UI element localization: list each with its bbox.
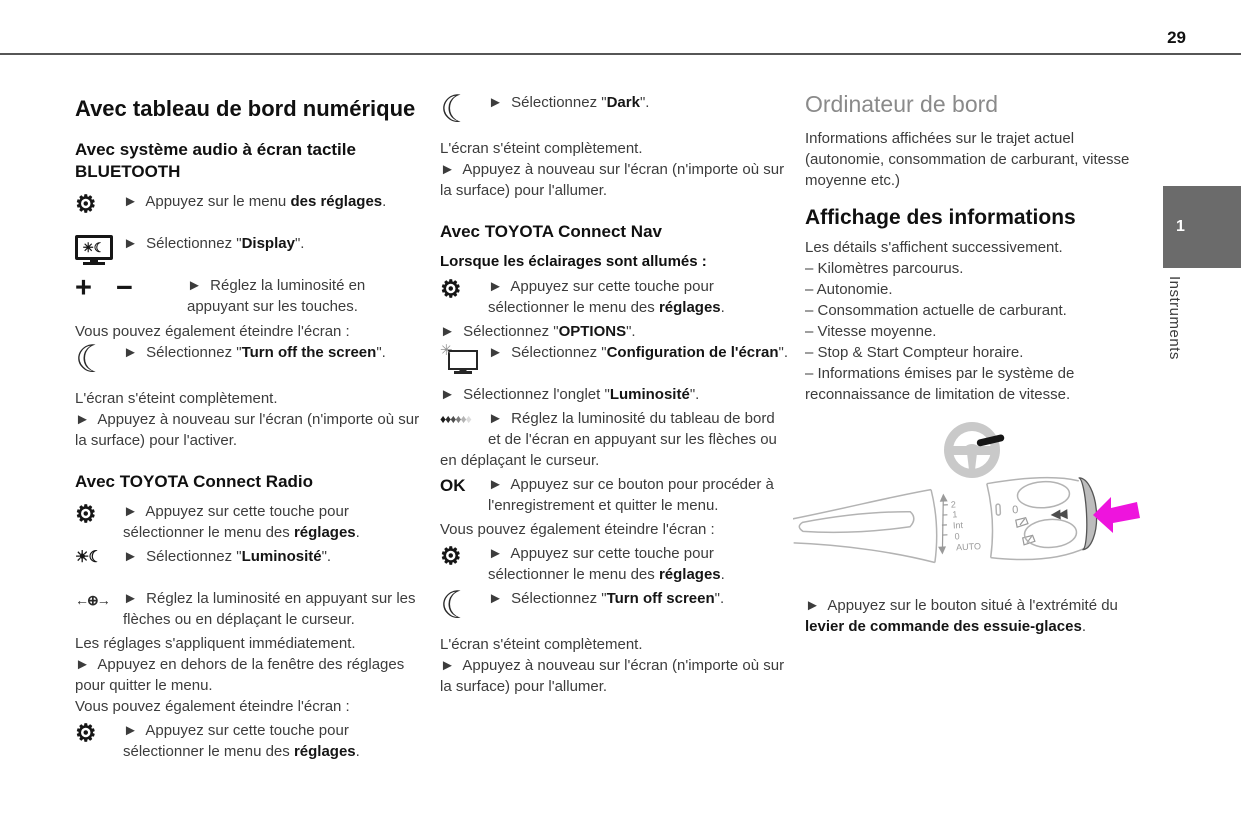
step-settings-menu	[75, 720, 423, 762]
step-luminosite	[75, 546, 423, 567]
step-dark	[440, 89, 790, 131]
note-wake: ► Appuyez à nouveau sur l'écran (n'importe où sur la surface) pour l'allumer.	[440, 657, 785, 695]
step-text: ► Sélectionnez "Turn off the screen".	[123, 344, 386, 361]
note-turn-off: Vous pouvez également éteindre l'écran :	[440, 521, 715, 538]
plus-minus-icon	[75, 272, 187, 321]
intro-text: Informations affichées sur le trajet actuel (autonomie, consommation de carburant, vitesse moyenne etc.)	[805, 130, 1130, 189]
step-ok	[440, 474, 790, 516]
moon-icon: ☾	[440, 89, 475, 131]
step-text: ► Réglez la luminosité en appuyant sur les flèches ou en déplaçant le curseur.	[123, 590, 416, 628]
step-turn-off-screen	[75, 339, 423, 381]
svg-text:AUTO: AUTO	[955, 541, 982, 553]
subheading-lights-on: Lorsque les éclairages sont allumés :	[440, 253, 707, 270]
note-wake: ► Appuyez à nouveau sur l'écran (n'importe où sur la surface) pour l'allumer.	[440, 161, 785, 199]
slider-icon: ←⊕→	[75, 592, 109, 608]
svg-text:Int: Int	[952, 520, 964, 531]
asterisk-glyph: ✳	[440, 342, 453, 359]
outro-text: ► Appuyez sur le bouton situé à l'extrémité du levier de commande des essuie-glaces.	[805, 597, 1118, 635]
step-tab-luminosite: ► Sélectionnez l'onglet "Luminosité".	[440, 386, 700, 403]
step-text: ► Sélectionnez "Luminosité".	[123, 548, 332, 565]
step-settings-menu	[75, 501, 423, 543]
step-text: ► Sélectionnez "Turn off screen".	[488, 590, 725, 607]
step-text: ► Appuyez sur cette touche pour sélectionner le menu des réglages.	[123, 503, 360, 541]
step-text: ► Réglez la luminosité en appuyant sur les touches.	[187, 277, 366, 315]
note-screen-off: L'écran s'éteint complètement.	[440, 140, 643, 157]
gear-icon: ⚙	[75, 501, 97, 528]
step-text: ► Appuyez sur le menu des réglages.	[123, 193, 387, 210]
gear-icon: ⚙	[440, 543, 462, 570]
svg-text:◀◀: ◀◀	[1050, 505, 1065, 522]
list-item: – Vitesse moyenne.	[805, 323, 937, 340]
section-heading-bluetooth: Avec système audio à écran tactile BLUETOOTH	[75, 140, 356, 181]
display-settings-icon: ✳☾	[75, 233, 123, 275]
gear-icon: ⚙	[75, 191, 97, 218]
chapter-label: Instruments	[1166, 276, 1183, 360]
note-screen-off: L'écran s'éteint complètement.	[75, 390, 278, 407]
step-text: ► Appuyez sur ce bouton pour procéder à l'enregistrement et quitter le menu.	[488, 476, 774, 514]
note-turn-off: Vous pouvez également éteindre l'écran :	[75, 698, 350, 715]
step-text: ► Sélectionnez "Display".	[123, 235, 305, 252]
note-apply: Les réglages s'appliquent immédiatement.	[75, 635, 356, 652]
note-exit: ► Appuyez en dehors de la fenêtre des réglages pour quitter le menu.	[75, 656, 405, 694]
list-item: – Stop & Start Compteur horaire.	[805, 344, 1024, 361]
ok-button-icon: OK	[440, 476, 466, 495]
step-text: ► Appuyez sur cette touche pour sélectionner le menu des réglages.	[488, 278, 725, 316]
note-turn-off: Vous pouvez également éteindre l'écran :	[75, 323, 350, 340]
step-settings-menu	[75, 191, 423, 218]
chapter-tab	[1163, 186, 1241, 268]
step-brightness-slider	[75, 588, 423, 630]
moon-icon: ☾	[75, 339, 110, 381]
chapter-number: 1	[1176, 218, 1185, 235]
list-item: – Informations émises par le système de reconnaissance de limitation de vitesse.	[805, 365, 1075, 403]
step-text: ► Sélectionnez "Dark".	[488, 94, 650, 111]
step-settings-menu	[440, 543, 790, 585]
plus-icon: +	[75, 272, 92, 304]
brightness-scale-icon: ♦♦♦♦♦♦	[440, 412, 471, 426]
step-settings-menu	[440, 276, 790, 318]
step-text: ► Sélectionnez "Configuration de l'écran".	[488, 344, 788, 361]
gear-icon: ⚙	[440, 276, 462, 303]
svg-text:2: 2	[950, 499, 957, 510]
note-screen-off: L'écran s'éteint complètement.	[440, 636, 643, 653]
section-heading-info-display: Affichage des informations	[805, 206, 1076, 229]
moon-icon: ☾	[440, 585, 475, 627]
list-item: – Consommation actuelle de carburant.	[805, 302, 1067, 319]
svg-text:1: 1	[952, 509, 958, 520]
page-title-trip-computer: Ordinateur de bord	[805, 91, 999, 117]
page-number: 29	[1167, 28, 1186, 47]
column-middle	[440, 86, 790, 697]
step-brightness-keys	[75, 272, 423, 317]
step-text: ► Réglez la luminosité du tableau de bord et de l'écran en appuyant sur les flèches ou en déplaçant le curseur.	[440, 410, 777, 469]
steering-wheel-icon	[943, 421, 1153, 481]
minus-icon: −	[115, 272, 133, 304]
note-reactivate: ► Appuyez à nouveau sur l'écran (n'importe où sur la surface) pour l'activer.	[75, 411, 420, 449]
step-display	[75, 233, 423, 254]
step-turn-off-screen	[440, 585, 790, 627]
svg-text:0: 0	[954, 531, 960, 542]
brightness-icon: ☀☾	[75, 549, 102, 566]
page-title: Avec tableau de bord numérique	[75, 96, 416, 121]
step-text: ► Appuyez sur cette touche pour sélectionner le menu des réglages.	[488, 545, 725, 583]
lead-text: Les détails s'affichent successivement.	[805, 239, 1063, 256]
column-left	[75, 86, 423, 765]
step-screen-config	[440, 342, 790, 363]
svg-text:0: 0	[1011, 504, 1019, 517]
gear-icon: ⚙	[75, 720, 97, 747]
monitor-options-icon	[440, 342, 488, 384]
step-text: ► Appuyez sur cette touche pour sélectionner le menu des réglages.	[123, 722, 360, 760]
section-heading-connect-radio: Avec TOYOTA Connect Radio	[75, 472, 314, 491]
list-item: – Autonomie.	[805, 281, 893, 298]
step-options: ► Sélectionnez "OPTIONS".	[440, 323, 636, 340]
column-right	[805, 86, 1153, 485]
list-item: – Kilomètres parcourus.	[805, 260, 964, 277]
section-heading-connect-nav: Avec TOYOTA Connect Nav	[440, 222, 662, 241]
header-rule	[0, 53, 1241, 55]
step-adjust-brightness	[440, 408, 790, 471]
highlight-arrow	[1093, 497, 1140, 533]
wiper-stalk-figure	[793, 476, 1143, 604]
